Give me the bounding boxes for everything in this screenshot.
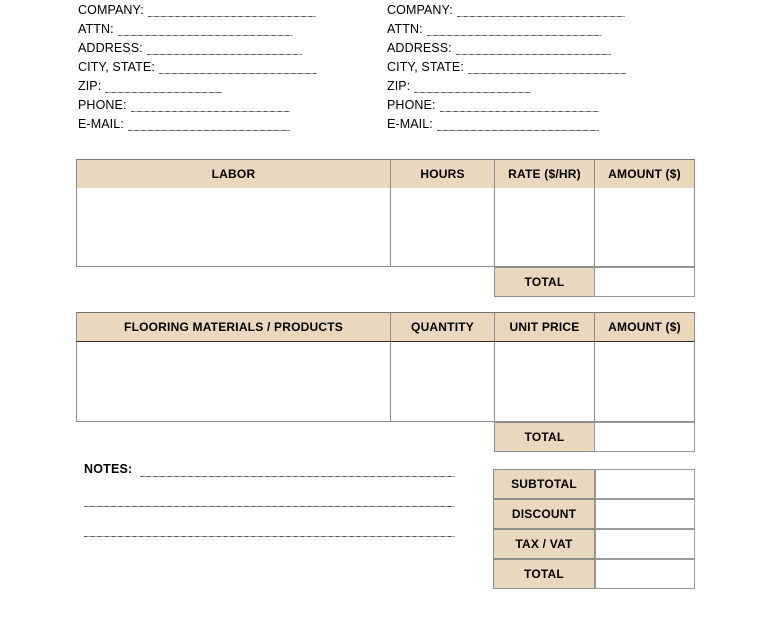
notes-line-3[interactable] <box>84 536 455 537</box>
field-row-attn <box>387 19 687 38</box>
label-company: COMPANY: <box>78 3 144 17</box>
field-row-company <box>78 0 378 19</box>
materials-cell-quantity[interactable] <box>390 342 495 422</box>
input-line-address[interactable] <box>147 54 302 55</box>
field-row-phone <box>387 95 687 114</box>
label-company: COMPANY: <box>387 3 453 17</box>
labor-header-hours: HOURS <box>390 159 495 189</box>
summary-value-tax-vat[interactable] <box>595 529 695 559</box>
label-phone: PHONE: <box>78 98 127 112</box>
field-row-attn <box>78 19 378 38</box>
input-line-city-state[interactable] <box>468 73 626 74</box>
input-line-email[interactable] <box>437 130 599 131</box>
labor-total-label: TOTAL <box>494 267 595 297</box>
labor-cell-hours[interactable] <box>390 188 495 267</box>
summary-value-subtotal[interactable] <box>595 469 695 499</box>
label-city-state: CITY, STATE: <box>387 60 464 74</box>
from-contact-block <box>78 0 378 133</box>
notes-line-2[interactable] <box>84 506 455 507</box>
summary-label-subtotal: SUBTOTAL <box>493 469 595 499</box>
field-row-address <box>78 38 378 57</box>
label-attn: ATTN: <box>78 22 114 36</box>
label-zip: ZIP: <box>387 79 411 93</box>
input-line-zip[interactable] <box>105 92 222 93</box>
field-row-company <box>387 0 687 19</box>
input-line-company[interactable] <box>457 16 625 17</box>
materials-header-description: FLOORING MATERIALS / PRODUCTS <box>76 312 391 342</box>
labor-header-description: LABOR <box>76 159 391 189</box>
labor-cell-rate[interactable] <box>494 188 595 267</box>
labor-total-value[interactable] <box>594 267 695 297</box>
label-address: ADDRESS: <box>387 41 452 55</box>
materials-cell-description[interactable] <box>76 342 391 422</box>
field-row-address <box>387 38 687 57</box>
materials-header-quantity: QUANTITY <box>390 312 495 342</box>
input-line-company[interactable] <box>148 16 316 17</box>
notes-label: NOTES: <box>84 462 133 476</box>
label-city-state: CITY, STATE: <box>78 60 155 74</box>
labor-cell-description[interactable] <box>76 188 391 267</box>
labor-cell-amount[interactable] <box>594 188 695 267</box>
field-row-zip <box>78 76 378 95</box>
field-row-city-state <box>78 57 378 76</box>
summary-value-discount[interactable] <box>595 499 695 529</box>
input-line-attn[interactable] <box>118 35 293 36</box>
label-email: E-MAIL: <box>78 117 124 131</box>
materials-total-label: TOTAL <box>494 422 595 452</box>
field-row-email <box>387 114 687 133</box>
summary-label-discount: DISCOUNT <box>493 499 595 529</box>
label-zip: ZIP: <box>78 79 102 93</box>
input-line-city-state[interactable] <box>159 73 317 74</box>
materials-total-value[interactable] <box>594 422 695 452</box>
label-attn: ATTN: <box>387 22 423 36</box>
field-row-city-state <box>387 57 687 76</box>
field-row-email <box>78 114 378 133</box>
label-address: ADDRESS: <box>78 41 143 55</box>
field-row-phone <box>78 95 378 114</box>
summary-value-total[interactable] <box>595 559 695 589</box>
label-email: E-MAIL: <box>387 117 433 131</box>
input-line-email[interactable] <box>128 130 290 131</box>
input-line-phone[interactable] <box>131 111 290 112</box>
to-contact-block <box>387 0 687 133</box>
materials-cell-unit-price[interactable] <box>494 342 595 422</box>
notes-line-1[interactable] <box>140 476 455 477</box>
materials-header-amount: AMOUNT ($) <box>594 312 695 342</box>
labor-header-amount: AMOUNT ($) <box>594 159 695 189</box>
input-line-zip[interactable] <box>414 92 531 93</box>
input-line-attn[interactable] <box>427 35 602 36</box>
label-phone: PHONE: <box>387 98 436 112</box>
materials-header-unit-price: UNIT PRICE <box>494 312 595 342</box>
labor-header-rate: RATE ($/HR) <box>494 159 595 189</box>
summary-label-total: TOTAL <box>493 559 595 589</box>
input-line-phone[interactable] <box>440 111 599 112</box>
field-row-zip <box>387 76 687 95</box>
input-line-address[interactable] <box>456 54 611 55</box>
materials-cell-amount[interactable] <box>594 342 695 422</box>
summary-label-tax-vat: TAX / VAT <box>493 529 595 559</box>
